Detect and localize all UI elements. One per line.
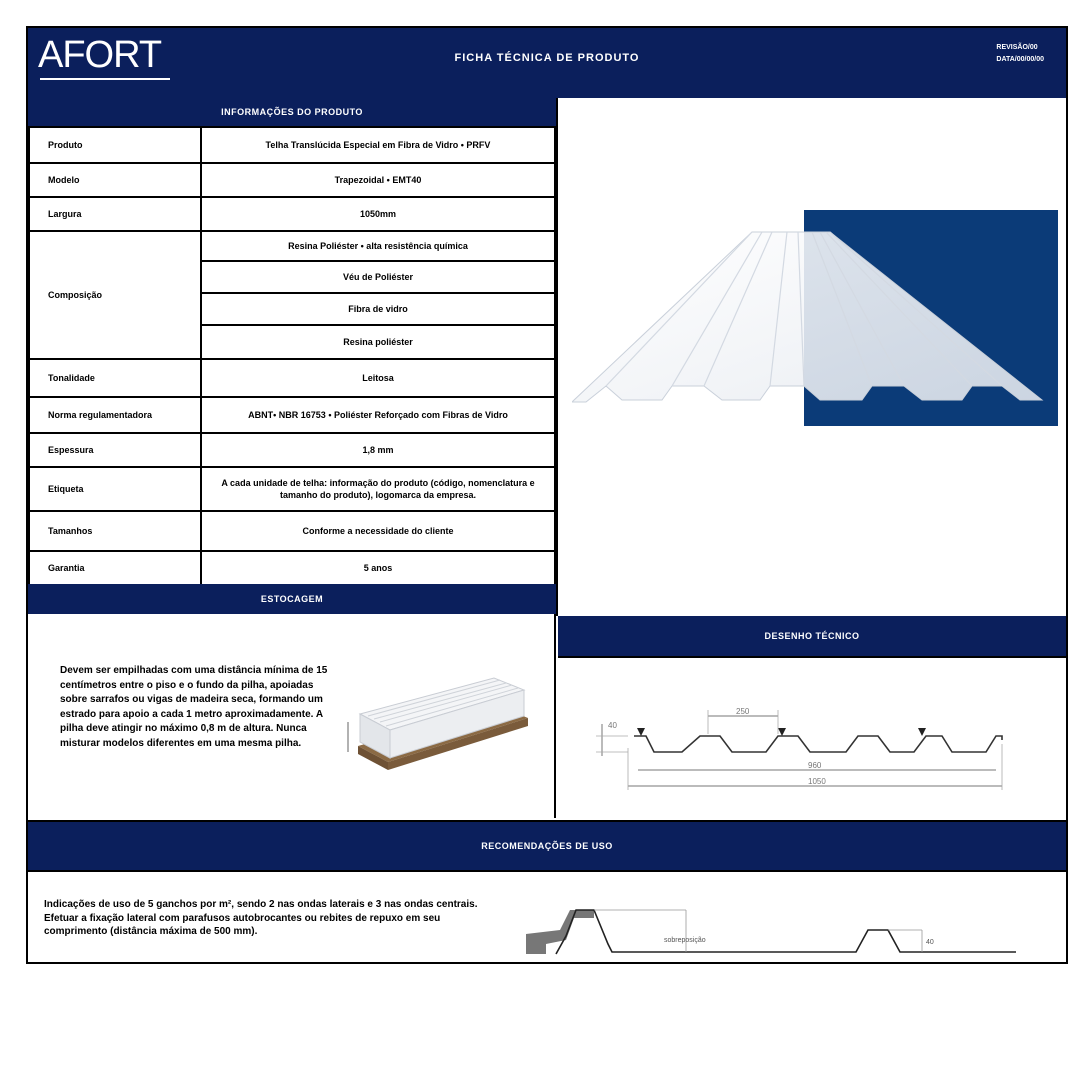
spec-label: Espessura <box>29 433 201 467</box>
storage-panel <box>28 614 556 818</box>
spec-value: Resina poliéster <box>201 325 555 359</box>
spec-value: 5 anos <box>201 551 555 585</box>
spec-label: Garantia <box>29 551 201 585</box>
table-row <box>29 433 555 467</box>
product-info-heading: INFORMAÇÕES DO PRODUTO <box>28 98 556 126</box>
product-datasheet <box>26 26 1068 964</box>
spec-value: Telha Translúcida Especial em Fibra de Vidro • PRFV <box>201 127 555 163</box>
storage-instructions: Devem ser empilhadas com uma distância mínima de 15 centímetros entre o piso e o fundo da pilha, apoiadas sobre sarrafos ou vigas de madeira seca, formando um estrado para apoio a cada 1 metro aproximadamente. A pilha deve atingir no máximo 0,8 m de altura. Nunca misturar modelos diferentes em uma mesma pilha. <box>60 665 328 749</box>
spec-value: Resina Poliéster • alta resistência química <box>201 231 555 261</box>
table-row <box>29 359 555 397</box>
fastener-marker <box>918 728 926 736</box>
spec-label: Produto <box>29 127 201 163</box>
product-image-panel <box>556 98 1066 616</box>
corrugated-sheet-image <box>572 210 1062 430</box>
spec-value: Leitosa <box>201 359 555 397</box>
spec-value: Trapezoidal • EMT40 <box>201 163 555 197</box>
table-row <box>29 511 555 551</box>
fastener-marker <box>637 728 645 736</box>
usage-recommendations-text: Indicações de uso de 5 ganchos por m², sendo 2 nas ondas laterais e 3 nas ondas centrais. Efetuar a fixação lateral com parafusos autobrocantes ou rebites de repuxo em seu comprimento (distância máxima de 500 mm). <box>44 899 478 937</box>
spec-value: ABNT• NBR 16753 • Poliéster Reforçado com Fibras de Vidro <box>201 397 555 433</box>
table-row <box>29 163 555 197</box>
technical-drawing-heading: DESENHO TÉCNICO <box>558 616 1066 656</box>
spec-label: Norma regulamentadora <box>29 397 201 433</box>
spec-value: Véu de Poliéster <box>201 261 555 293</box>
spec-label: Tonalidade <box>29 359 201 397</box>
spec-value: A cada unidade de telha: informação do produto (código, nomenclatura e tamanho do produto), logomarca da empresa. <box>201 467 555 511</box>
revision-date: DATA/00/00/00 <box>996 56 1044 63</box>
revision-block <box>996 42 1044 66</box>
dim-total-label: 1050 <box>808 777 826 786</box>
spec-label: Largura <box>29 197 201 231</box>
logo-text: AFORT <box>38 34 162 76</box>
overlap-label: sobreposição <box>664 937 706 944</box>
storage-heading: ESTOCAGEM <box>28 584 556 614</box>
spec-label: Composição <box>29 231 201 359</box>
technical-drawing-panel <box>558 656 1066 818</box>
spec-label: Tamanhos <box>29 511 201 551</box>
dim-pitch-label: 250 <box>736 707 750 716</box>
profile-line <box>634 736 1002 752</box>
table-row <box>29 231 555 261</box>
spec-value: 1,8 mm <box>201 433 555 467</box>
stacked-sheets-illustration <box>328 656 538 776</box>
usage-recommendations-heading: RECOMENDAÇÕES DE USO <box>28 820 1066 872</box>
spec-value: Fibra de vidro <box>201 293 555 325</box>
table-row <box>29 467 555 511</box>
spec-label: Modelo <box>29 163 201 197</box>
fastener-marker <box>778 728 786 736</box>
revision-number: REVISÃO/00 <box>996 44 1038 51</box>
spec-label: Etiqueta <box>29 467 201 511</box>
height-label: 40 <box>926 939 934 946</box>
dim-height-label: 40 <box>608 721 617 730</box>
spec-value: Conforme a necessidade do cliente <box>201 511 555 551</box>
trapezoid-profile-drawing <box>588 678 1028 808</box>
fixing-profile-line <box>556 910 1016 954</box>
datasheet-header <box>28 28 1066 94</box>
table-row <box>29 397 555 433</box>
fixing-detail-drawing <box>526 896 1026 964</box>
table-row <box>29 127 555 163</box>
dim-useful-label: 960 <box>808 761 822 770</box>
document-title: FICHA TÉCNICA DE PRODUTO <box>454 52 640 64</box>
product-spec-table <box>28 126 556 586</box>
logo-underline <box>40 78 170 80</box>
table-row <box>29 197 555 231</box>
spec-value: 1050mm <box>201 197 555 231</box>
table-row <box>29 551 555 585</box>
